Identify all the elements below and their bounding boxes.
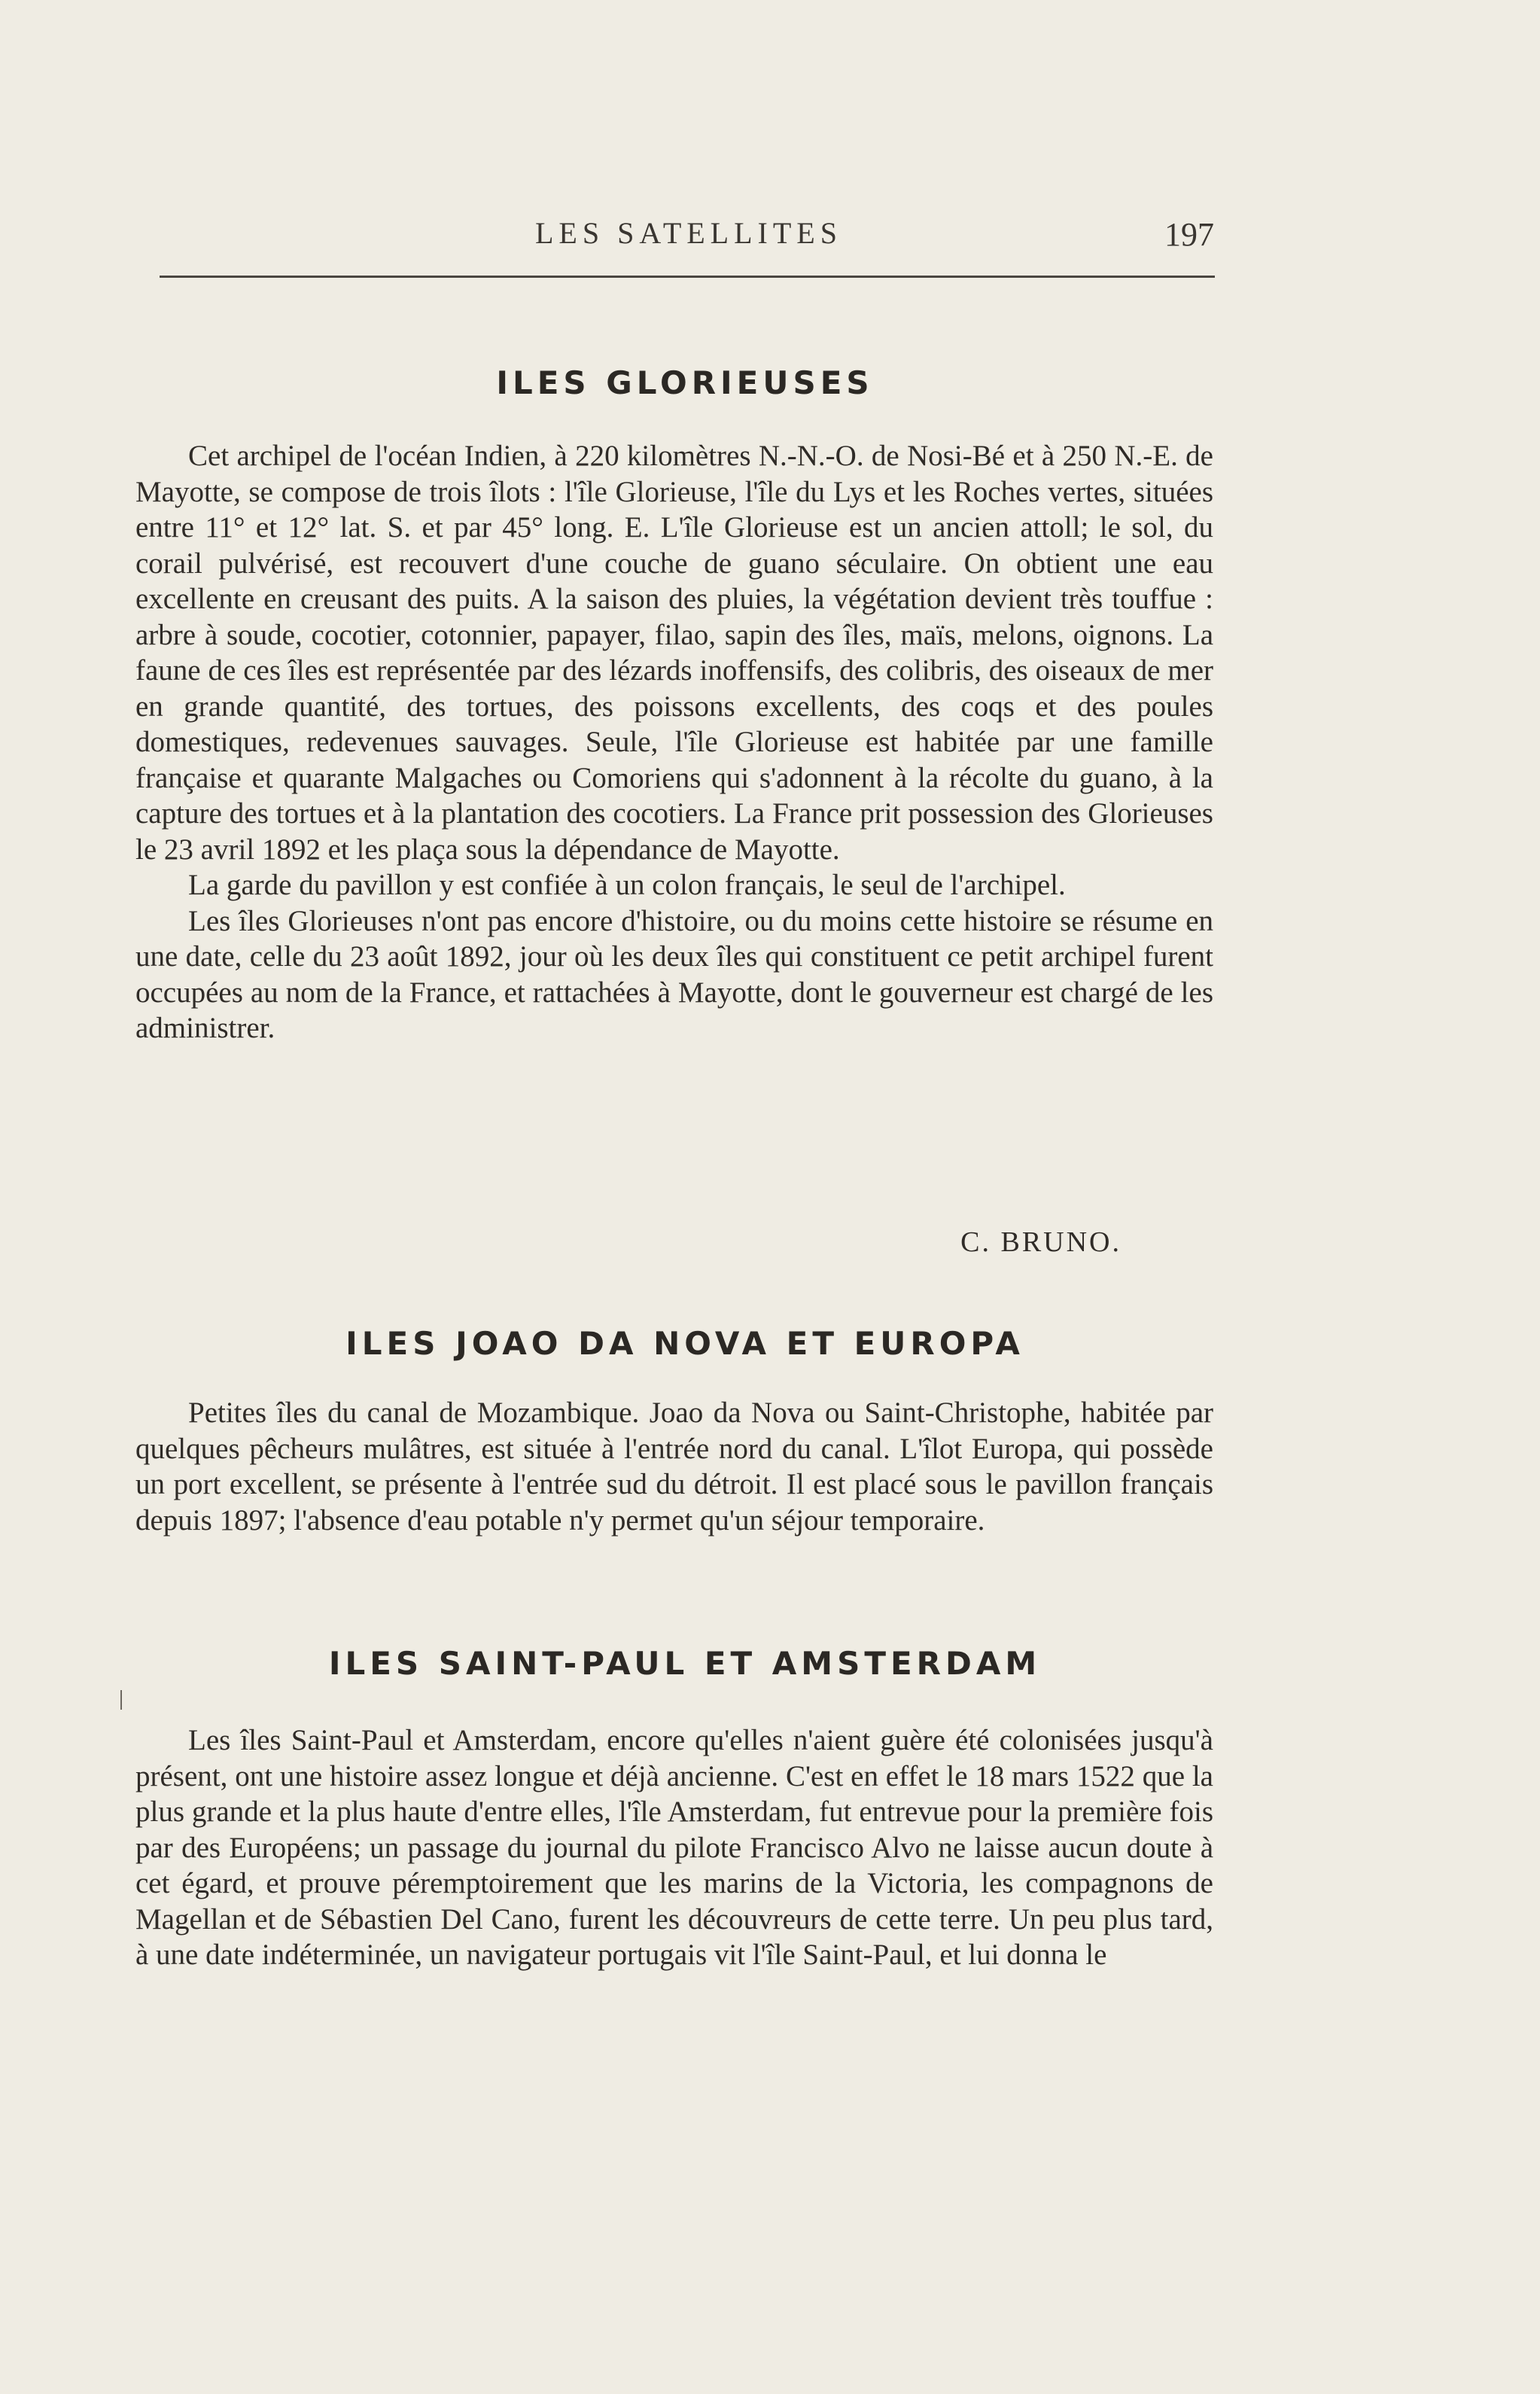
section-heading-glorieuses: ILES GLORIEUSES bbox=[496, 364, 874, 401]
paragraph: Cet archipel de l'océan Indien, à 220 kilomètres N.-N.-O. de Nosi-Bé et à 250 N.-E. de Mayotte, se compose de trois îlots : l'île Glorieuse, l'île du Lys et les Roches vertes, situées entre 11° et 12° lat. S. et par 45° long. E. L'île Glorieuse est un ancien attoll; le sol, du corail pulvérisé, est recouvert d'une couche de guano séculaire. On obtient une eau excellente en creusant des puits. A la saison des pluies, la végétation devient très touffue : arbre à soude, cocotier, cotonnier, papayer, filao, sapin des îles, maïs, melons, oignons. La faune de ces îles est représentée par des lézards inoffensifs, des colibris, des oiseaux de mer en grande quantité, des tortues, des poissons excellents, des coqs et des poules domestiques, redevenues sauvages. Seule, l'île Glorieuse est habitée par une famille française et quarante Malgaches ou Comoriens qui s'adonnent à la récolte du guano, à la capture des tortues et à la plantation des cocotiers. La France prit possession des Glorieuses le 23 avril 1892 et les plaça sous la dépendance de Mayotte. bbox=[135, 440, 1213, 866]
section-heading-joao-da-nova: ILES JOAO DA NOVA ET EUROPA bbox=[345, 1325, 1024, 1362]
running-header bbox=[162, 215, 1216, 260]
author-signature: C. BRUNO. bbox=[960, 1226, 1122, 1258]
section-heading-saint-paul: ILES SAINT-PAUL ET AMSTERDAM bbox=[328, 1645, 1042, 1682]
paragraph: La garde du pavillon y est confiée à un colon français, le seul de l'archipel. bbox=[188, 869, 1066, 901]
paragraph: Petites îles du canal de Mozambique. Joao da Nova ou Saint-Christophe, habitée par quelques pêcheurs mulâtres, est située à l'entrée nord du canal. L'îlot Europa, qui possède un port excellent, se présente à l'entrée sud du détroit. Il est placé sous le pavillon français depuis 1897; l'absence d'eau potable n'y permet qu'un séjour temporaire. bbox=[135, 1396, 1213, 1537]
page-number: 197 bbox=[1164, 216, 1214, 253]
section-joao-da-nova bbox=[135, 1395, 1213, 1538]
running-title: LES SATELLITES bbox=[535, 216, 842, 250]
section-glorieuses bbox=[135, 438, 1213, 1046]
paragraph: Les îles Glorieuses n'ont pas encore d'histoire, ou du moins cette histoire se résume en une date, celle du 23 août 1892, jour où les deux îles qui constituent ce petit archipel furent occupées au nom de la France, et rattachées à Mayotte, dont le gouverneur est chargé de les administrer. bbox=[135, 904, 1213, 1044]
section-saint-paul bbox=[135, 1722, 1213, 1973]
paragraph: Les îles Saint-Paul et Amsterdam, encore qu'elles n'aient guère été colonisées jusqu'à présent, ont une histoire assez longue et déjà ancienne. C'est en effet le 18 mars 1522 que la plus grande et la plus haute d'entre elles, l'île Amsterdam, fut entrevue pour la première fois par des Européens; un passage du journal du pilote Francisco Alvo ne laisse aucun doute à cet égard, et prouve péremptoirement que les marins de la Victoria, les compagnons de Magellan et de Sébastien Del Cano, furent les découvreurs de cette terre. Un peu plus tard, à une date indéterminée, un navigateur portugais vit l'île Saint-Paul, et lui donna le bbox=[135, 1724, 1213, 1971]
header-rule bbox=[160, 276, 1215, 278]
margin-mark bbox=[120, 1690, 122, 1710]
